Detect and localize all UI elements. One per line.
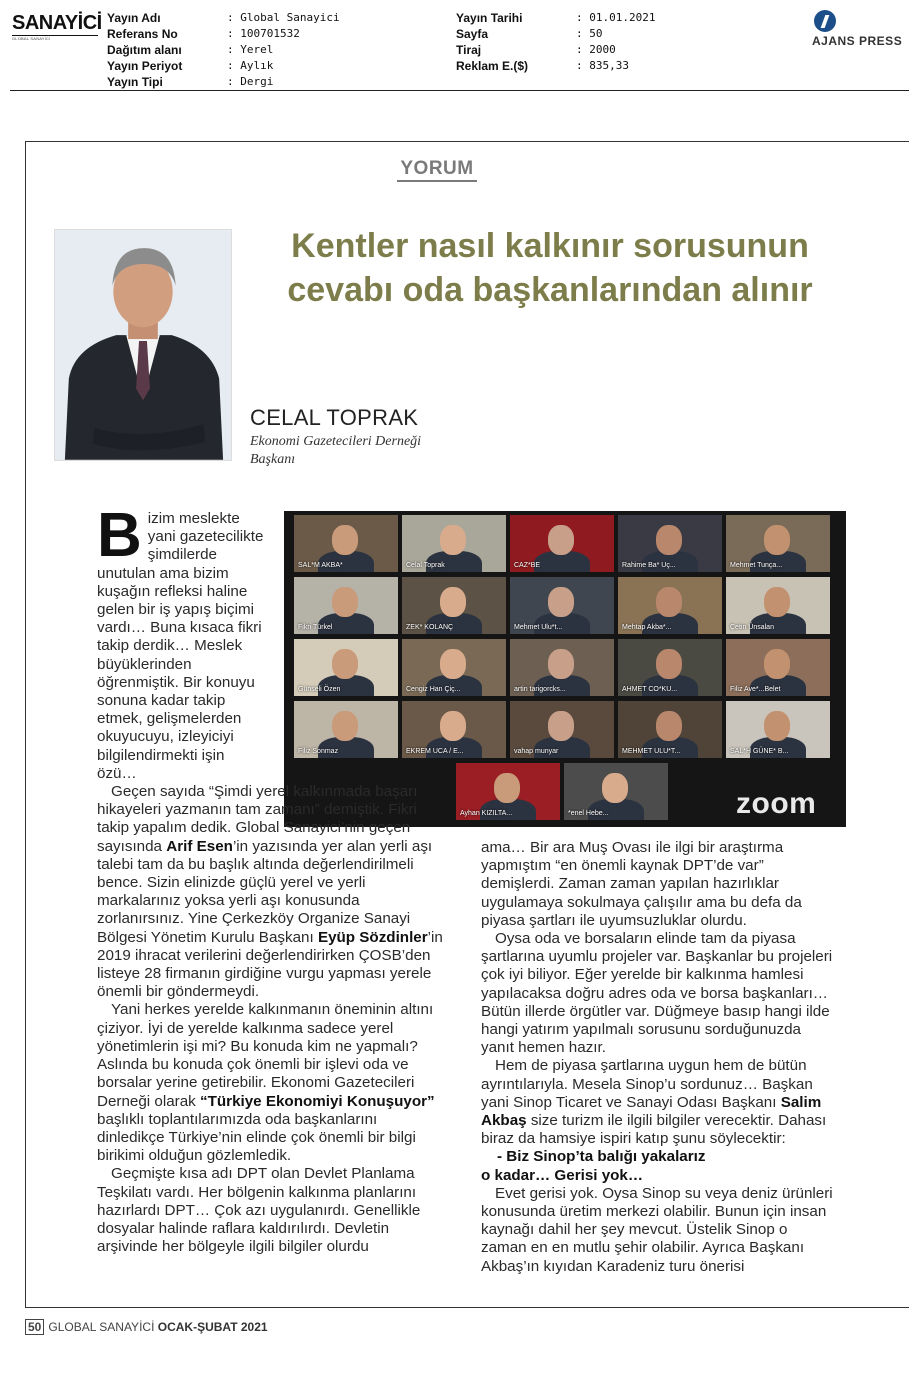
participant-tile [510,701,614,758]
footer-magazine: GLOBAL SANAYİCİ [48,1320,155,1334]
participant-name: Cengiz Han Çiç... [406,686,461,693]
participant-name: SAL*H GÜNE* B... [730,748,789,755]
participant-face [656,525,682,555]
meta-value: : 50 [576,27,603,40]
participant-name: Fikri Türkel [298,624,333,631]
paragraph-text: Oysa oda ve borsaların elinde tam da piyasa şartlarına uyumlu projeler var. Başkanlar bu projeleri çok iyi biliyor. Eğer yerelde bir kalkınma hamlesi yapılacaksa doğru adres oda ve borsa başkanları… Bütün illerde örgütler var. Düğmeye basıp hangi ilde hangi yatırım yapılmalı sorusunu sorduğunuzda yanıt hemen hazır. [481,930,833,1057]
author-portrait [54,229,232,461]
participant-name: Ayhan KIZILTA... [460,810,513,817]
participant-face [602,773,628,803]
paragraph [97,501,267,783]
participant-name: ZEK* KOLANÇ [406,624,454,631]
meta-value: : 100701532 [227,27,300,40]
meta-value: : Dergi [227,75,274,88]
participant-tile [618,577,722,634]
agency-mark-icon [814,10,836,32]
participant-tile [726,515,830,572]
paragraph-text: Geçmişte kısa adı DPT olan Devlet Planlama Teşkilatı vardı. Her bölgenin kalkınma planlarını hazırlardı DPT… Çok azı uygulanırdı. Genellikle dosyalar halinde raflara kaldırılırdı. Devletin arşivinde her bölgeyle ilgili bilgiler olurdu [97,1165,421,1256]
quote-text: o kadar… Gerisi yok… [481,1166,644,1184]
participant-name: Çetin Ünsalan [730,624,774,631]
meta-label: Yayın Periyot [107,59,183,73]
paragraph-text: Evet gerisi yok. Oysa Sinop su veya deniz ürünleri konusunda üretim merkezi olabilir. Bunun için insan kaynağı dahil her şey mevcut. Üstelik Sinop o zaman en en mutlu şehir olabilir. Ayrıca Başkanı Akbaş’ın kıyıdan Karadeniz turu önerisi [481,1184,833,1275]
meta-value: : Yerel [227,43,274,56]
participant-name: Günseli Özen [298,686,341,693]
paragraph [481,839,833,930]
paragraph-text: Yani herkes yerelde kalkınmanın öneminin altını çiziyor. İyi de yerelde kalkınma sadece yerel yönetimlerin işi mi? Bu konuda kim ne yapmalı? Aslında bu konuda çok önemli bir işlevi oda ve borsalar yerine getirebilir. Ekonomi Gazetecileri Derneği olarak [97,1001,434,1110]
bold-name: Eyüp Sözdinler [317,928,428,946]
author-name: CELAL TOPRAK [250,405,419,430]
article-column-1 [97,501,445,1256]
participant-tile [618,701,722,758]
quote-line [481,1148,833,1166]
logo-wordmark: SANAYİCİ [12,12,102,34]
meta-right [456,10,716,74]
paragraph [481,1185,833,1276]
participant-face [656,711,682,741]
meta-value: : 01.01.2021 [576,11,656,24]
participant-tile [456,763,560,820]
participant-tile [726,701,830,758]
quote-line [481,1167,833,1185]
publication-logo [12,12,100,42]
participant-name: Filiz Ave*...Belet [730,686,781,693]
logo-subtext: GLOBAL SANAYİCİ [12,35,98,41]
participant-tile [618,639,722,696]
section-tag: YORUM [397,158,477,182]
meta-label: Yayın Tipi [107,75,163,89]
participant-face [548,649,574,679]
meta-label: Yayın Adı [107,11,161,25]
agency-logo [812,10,912,50]
agency-name: AJANS PRESS [812,34,903,48]
participant-face [656,649,682,679]
paragraph-text: Geçen sayıda “Şimdi yerel kalkınmada başarı hikayeleri yazmanın tam zamanı” demiştik. Fikri takip yapalım dedik. Global Sanayici’nin geçen sayısında [97,783,418,855]
meta-label: Reklam E.($) [456,59,529,73]
participant-tile [510,639,614,696]
meta-value: : Aylık [227,59,274,72]
paragraph-text: size turizm ile ilgili bilgiler verecektir. Dahası biraz da hamsiye ispiri katıp şunu söylecektir: [481,1112,827,1148]
paragraph [481,930,833,1057]
participant-name: SAL*M AKBA* [298,562,343,569]
participant-name: artin tarigorcks... [514,686,566,693]
meta-label: Referans No [107,27,178,41]
participant-face [656,587,682,617]
participant-name: Filiz Sonmaz [298,748,339,755]
bold-phrase: “Türkiye Ekonomiyi Konuşuyor” [200,1092,435,1110]
participant-name: AHMET CO*KU... [622,686,678,693]
participant-tile [726,577,830,634]
participant-face [764,587,790,617]
paragraph-text: ’in 2019 ihracat verilerini değerlendirirken ÇOSB’den listeye 28 firmanın girdiğine vurgu yapması yerele önemli bir göndermeydi. [97,928,443,1001]
meta-label: Dağıtım alanı [107,43,182,57]
header-divider [10,90,909,91]
footer-issue: OCAK-ŞUBAT 2021 [157,1320,268,1334]
paragraph-text: Hem de piyasa şartlarına uygun hem de bütün ayrıntılarıyla. Mesela Sinop’u sordunuz… Başkan yani Sinop Ticaret ve Sanayi Odası Başkanı [481,1057,813,1111]
participant-face [764,525,790,555]
article-headline: Kentler nasıl kalkınır sorusunun cevabı oda başkanlarından alınır [287,227,813,309]
participant-face [764,711,790,741]
bold-name: Salim Akbaş [481,1093,822,1130]
participant-tile [510,515,614,572]
participant-name: vahap munyar [514,748,559,755]
meta-left [107,10,437,90]
participant-name: Mehtap Akba*... [622,624,672,631]
paragraph-text: ’in yazısında yer alan yerli aşı talebi tam da bu başlık altında değerlendirilmeli bence. Sizin elinizde güçlü yerel ve yerli markalarınız yoksa yerli aşı konusunda zorlanırsınız. Yine Çerkezköy Organize Sanayi Bölgesi Yönetim Kurulu Başkanı [97,837,433,946]
quote-text: - Biz Sinop’ta balığı yakalarız [497,1148,706,1166]
meta-value: : 2000 [576,43,616,56]
zoom-logo: zoom [736,787,817,820]
meta-value: : Global Sanayici [227,11,340,24]
participant-name: Mehmet Tunça... [730,562,783,569]
paragraph [97,1165,445,1256]
page-footer [25,1319,268,1335]
participant-tile [510,577,614,634]
participant-tile [618,515,722,572]
participant-face [548,525,574,555]
paragraph-text: başlıklı toplantılarımızda oda başkanlarını dinledikçe Türkiye’nin elinde çok önemli bir bilgi birikimi olduğun gözlemledik. [97,1110,416,1165]
participant-name: CAZ*BE [514,562,541,569]
page-number: 50 [25,1319,44,1335]
participant-name: MEHMET ULU*T... [622,748,681,755]
participant-face [494,773,520,803]
participant-face [548,587,574,617]
participant-face [548,711,574,741]
author-title: Ekonomi Gazetecileri Derneği Başkanı [250,434,422,467]
participant-tile [726,639,830,696]
participant-name: *enel Hebe... [568,810,609,817]
paragraph [97,1001,445,1165]
bold-name: Arif Esen [166,837,233,855]
participant-tile [564,763,668,820]
meta-label: Yayın Tarihi [456,11,523,25]
author-portrait-image [55,230,231,460]
participant-face [764,649,790,679]
paragraph [481,1057,833,1148]
participant-name: Rahime Ba* Uç... [622,562,676,569]
drop-cap: B [97,501,142,570]
participant-name: EKREM UCA / E... [406,748,464,755]
meta-value: : 835,33 [576,59,629,72]
meta-label: Sayfa [456,27,489,41]
paragraph [97,783,445,1001]
meta-label: Tiraj [456,43,482,57]
paragraph-text: izim meslekte yani gazetecilikte şimdilerde unutulan ama bizim kuşağın refleksi haline gelen bir iş yapış biçimi vardı… Buna kısaca fikri takip derdik… Meslek büyüklerinden öğrenmiştik. Bir konuyu sonuna kadar takip etmek, gelişmelerden okuyucuyu, izleyiciyi bilgilendirmekti işin özü… [97,510,264,782]
article-column-2 [481,839,833,1276]
paragraph-text: ama… Bir ara Muş Ovası ile ilgi bir araştırma yapmıştım “en önemli kaynak DPT’de var” demişlerdi. Zaman zaman yapılan hazırlıklar uygulamaya sokulmaya çalışılır ama bu defa da piyasa şartları ile uyumsuzluklar olurdu. [481,839,802,929]
participant-name: Celal Toprak [406,562,445,569]
participant-name: Mehmet Ulu*t... [514,624,563,631]
